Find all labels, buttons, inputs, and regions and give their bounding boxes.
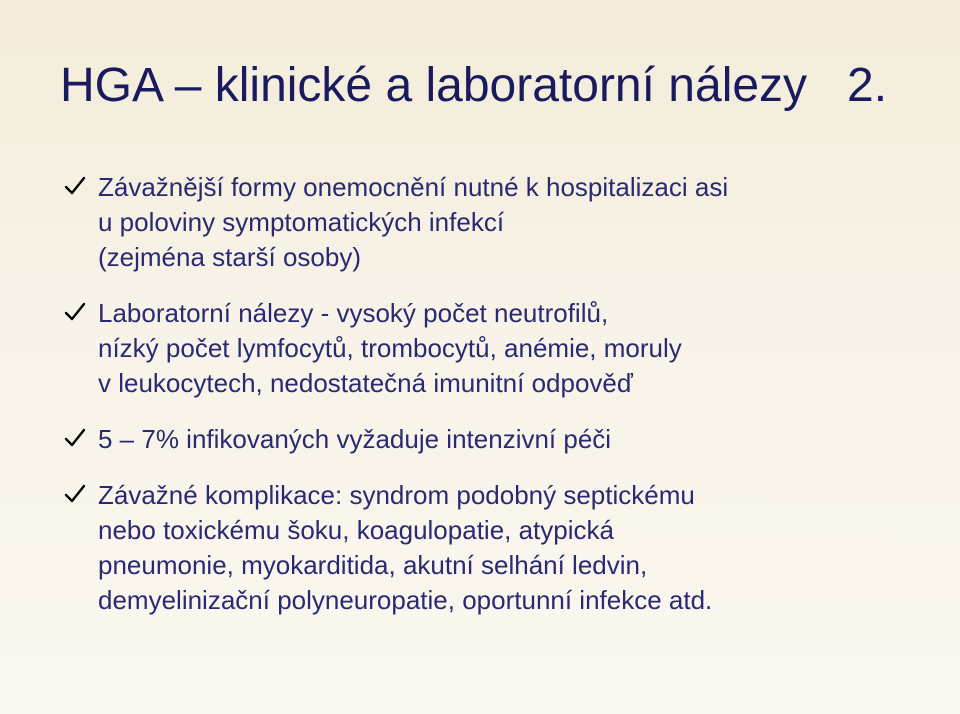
slide-title: HGA – klinické a laboratorní nálezy 2. bbox=[60, 59, 888, 112]
check-icon bbox=[64, 175, 86, 197]
check-icon bbox=[64, 483, 86, 505]
bullet-text: Laboratorní nálezy - vysoký počet neutrofilů, nízký počet lymfocytů, trombocytů, anémie, moruly v leukocytech, nedostatečná imunitní odpověď bbox=[98, 298, 682, 398]
check-icon bbox=[64, 301, 86, 323]
bullet-item-complications bbox=[64, 478, 894, 618]
check-icon bbox=[64, 427, 86, 449]
bullet-item-intensive-care bbox=[64, 422, 894, 457]
bullet-text: 5 – 7% infikovaných vyžaduje intenzivní péči bbox=[98, 424, 612, 454]
bullet-item-hospitalization bbox=[64, 170, 894, 275]
bullet-text: Závažnější formy onemocnění nutné k hospitalizaci asi u poloviny symptomatických infekcí (zejména starší osoby) bbox=[98, 172, 729, 272]
bullet-text: Závažné komplikace: syndrom podobný septickému nebo toxickému šoku, koagulopatie, atypická pneumonie, myokarditida, akutní selhání ledvin, demyelinizační polyneuropatie, oportunní infekce atd. bbox=[98, 480, 713, 615]
bullet-item-lab-findings bbox=[64, 296, 894, 401]
